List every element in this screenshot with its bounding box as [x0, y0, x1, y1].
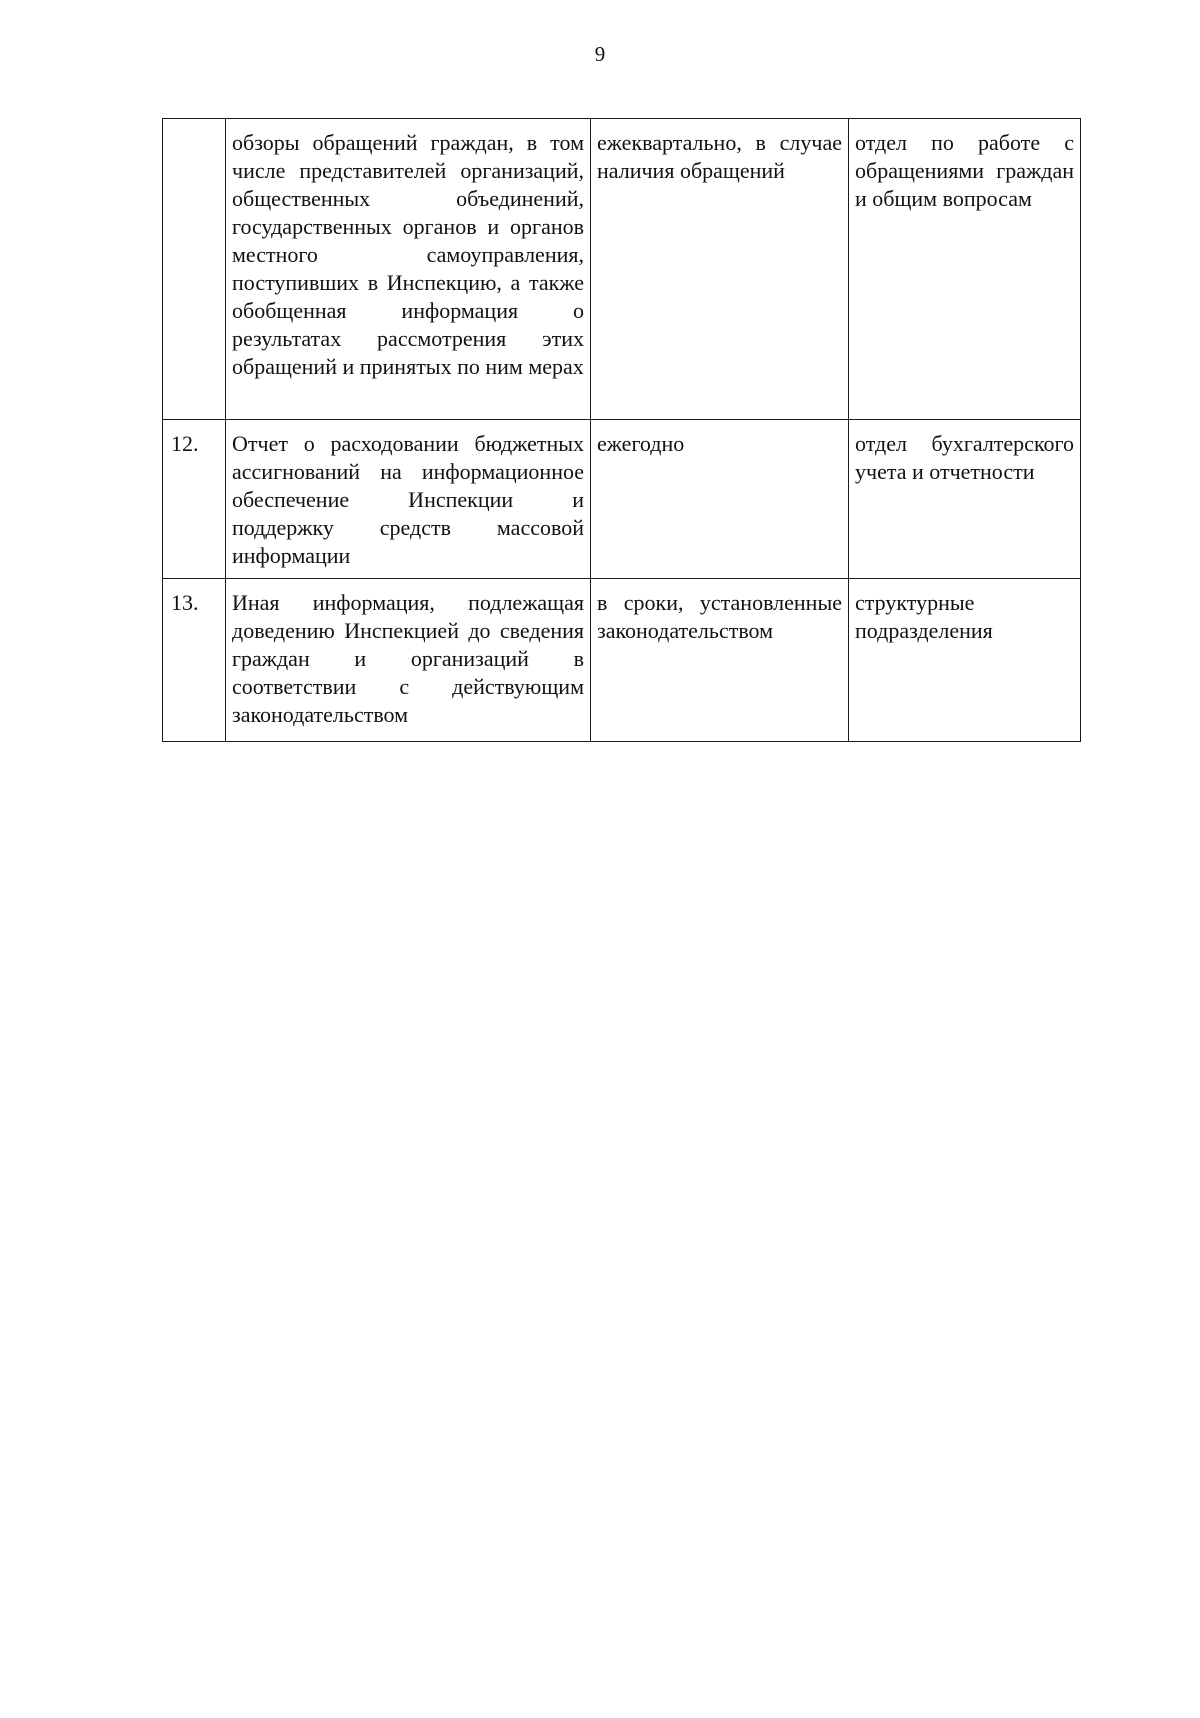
table-row [163, 420, 1081, 579]
responsible-cell: структурные подразделения [849, 579, 1081, 742]
responsible-cell: отдел бухгалтерского учета и отчетности [849, 420, 1081, 579]
document-table [162, 118, 1081, 742]
row-number-cell [163, 119, 226, 420]
info-name-cell: Иная информация, подлежащая доведению Инспекцией до сведения граждан и организаций в соответствии с действующим законодательством [226, 579, 591, 742]
page-number: 9 [594, 42, 606, 66]
table-row [163, 579, 1081, 742]
responsible-cell: отдел по работе с обращениями граждан и общим вопросам [849, 119, 1081, 420]
info-name-cell: Отчет о расходовании бюджетных ассигнований на информационное обеспечение Инспекции и поддержку средств массовой информации [226, 420, 591, 579]
row-number-cell: 12. [163, 420, 226, 579]
term-cell: в сроки, установленные законодательством [591, 579, 849, 742]
row-number-cell: 13. [163, 579, 226, 742]
info-name-cell: обзоры обращений граждан, в том числе представителей организаций, общественных объединений, государственных органов и органов местного самоуправления, поступивших в Инспекцию, а также обобщенная информация о результатах рассмотрения этих обращений и принятых по ним мерах [226, 119, 591, 420]
table-row [163, 119, 1081, 420]
term-cell: ежеквартально, в случае наличия обращений [591, 119, 849, 420]
term-cell: ежегодно [591, 420, 849, 579]
